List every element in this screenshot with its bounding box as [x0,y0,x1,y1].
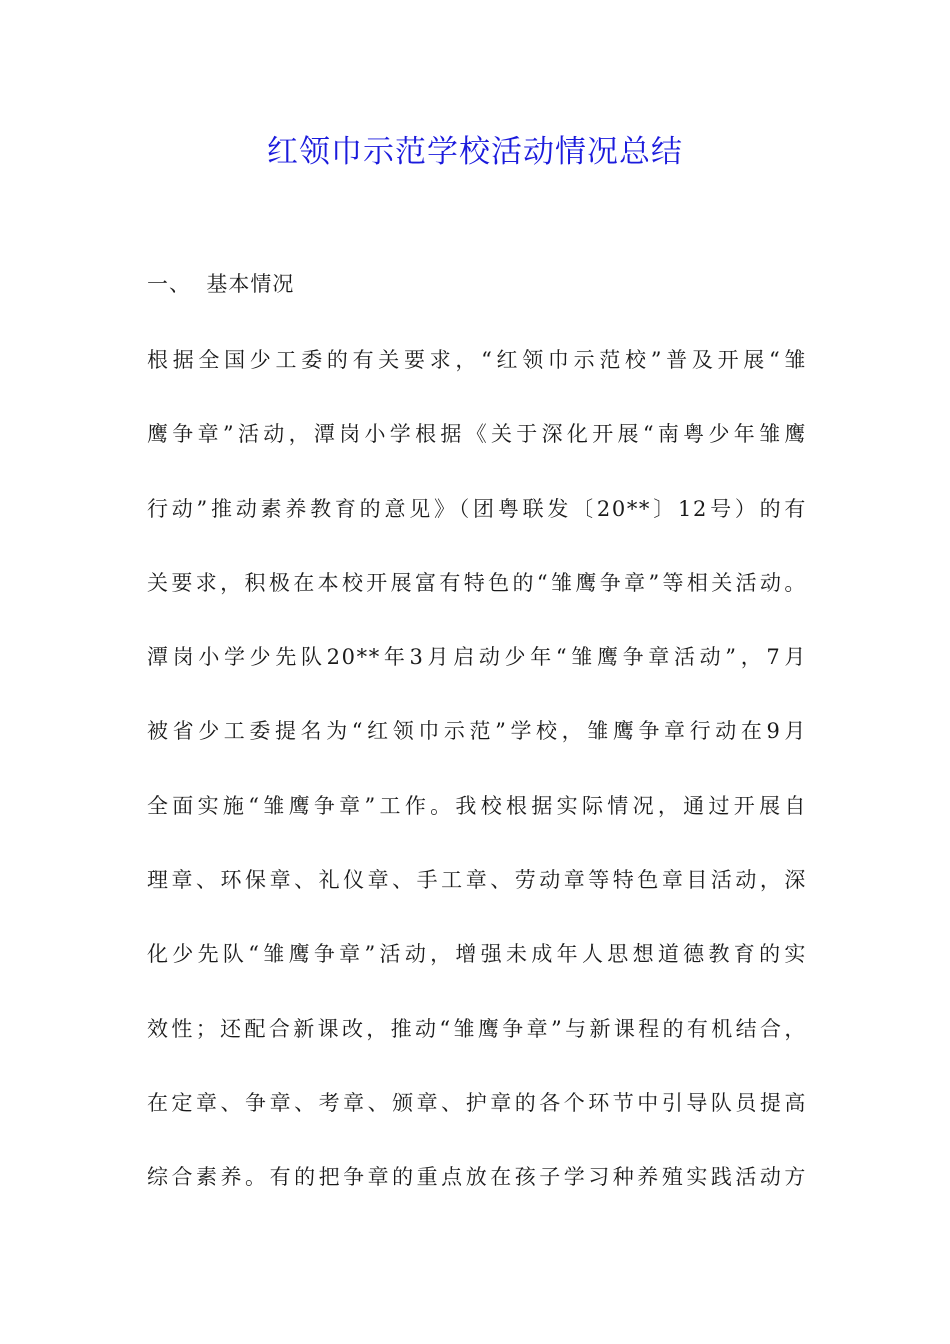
section-heading: 一、 基本情况 [147,272,295,296]
body-line: 行动”推动素养教育的意见》（团粤联发〔20**〕12号）的有 [147,496,807,521]
body-line: 关要求，积极在本校开展富有特色的“雏鹰争章”等相关活动。 [147,570,807,595]
body-line: 理章、环保章、礼仪章、手工章、劳动章等特色章目活动，深 [147,868,807,893]
body-line: 鹰争章”活动，潭岗小学根据《关于深化开展“南粤少年雏鹰 [147,422,807,447]
body-line: 全面实施“雏鹰争章”工作。我校根据实际情况，通过开展自 [147,793,807,818]
document-title: 红领巾示范学校活动情况总结 [267,134,683,170]
body-line: 效性；还配合新课改，推动“雏鹰争章”与新课程的有机结合， [147,1016,807,1041]
body-line: 综合素养。有的把争章的重点放在孩子学习种养殖实践活动方 [147,1165,807,1190]
body-paragraph [147,342,807,1234]
body-line: 被省少工委提名为“红领巾示范”学校，雏鹰争章行动在9月 [147,719,807,744]
body-line: 在定章、争章、考章、颁章、护章的各个环节中引导队员提高 [147,1090,807,1115]
body-line: 化少先队“雏鹰争章”活动，增强未成年人思想道德教育的实 [147,942,807,967]
body-line: 潭岗小学少先队20**年3月启动少年“雏鹰争章活动”，7月 [147,645,807,670]
body-line: 根据全国少工委的有关要求，“红领巾示范校”普及开展“雏 [147,348,807,372]
